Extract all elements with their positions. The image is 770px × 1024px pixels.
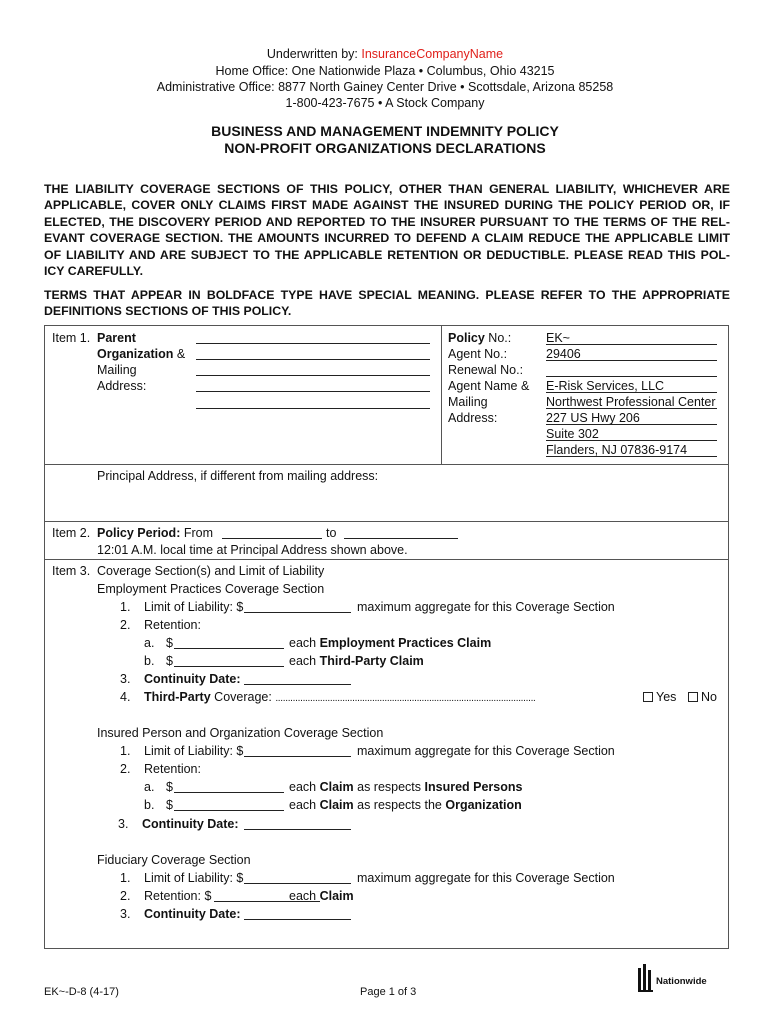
- fid-max-aggregate: maximum aggregate for this Coverage Section: [357, 871, 615, 885]
- parent-org-line-1[interactable]: [196, 343, 430, 344]
- renewal-no-label: Renewal No.:: [448, 363, 524, 377]
- underwritten-line: Underwritten by: InsuranceCompanyName: [266, 47, 504, 61]
- local-time-note: 12:01 A.M. local time at Principal Address shown above.: [97, 543, 408, 557]
- agent-address-line-1: Northwest Professional Center: [546, 395, 716, 409]
- agent-address-line-3: Suite 302: [546, 427, 599, 441]
- principal-address-label: Principal Address, if different from mailing address:: [97, 469, 379, 483]
- renewal-no-line[interactable]: [546, 376, 717, 377]
- ep-retention-ep-field[interactable]: [174, 648, 284, 649]
- item3-label: Item 3.: [52, 564, 91, 578]
- ep-tp-coverage-label: Third-Party Coverage: .........................................................................................................: [144, 690, 536, 704]
- ep-num-2: 2.: [120, 618, 131, 632]
- ip-num-1: 1.: [120, 744, 131, 758]
- ep-tp-no-option[interactable]: No: [688, 689, 717, 705]
- table-top-border: [44, 325, 729, 326]
- policy-no-label: Policy No.:: [448, 331, 512, 345]
- checkbox-icon[interactable]: [688, 692, 698, 702]
- parent-label: Parent: [97, 331, 136, 345]
- ep-dollar-a: $: [166, 636, 173, 650]
- claims-made-notice: THE LIABILITY COVERAGE SECTIONS OF THIS POLICY, OTHER THAN GENERAL LIABILITY, WHICHEVER ARE APPLICABLE, COVER ONLY CLAIMS FIRST MADE AGAINST THE INSURED DURING THE POLICY PERIOD OR, IF ELECTED, THE DISCOVERY PERIOD AND REPORTED TO THE INSURER PURSUANT TO THE TERMS OF THE REL-EVANT COVERAGE SECTION. THE AMOUNTS INCURRED TO DEFEND A CLAIM REDUCE THE APPLICABLE LIMIT OF LIABILITY AND ARE SUBJECT TO THE APPLICABLE RETENTION OR DEDUCTIBLE. PLEASE READ THIS POL-ICY CAREFULLY.: [44, 182, 730, 279]
- fid-continuity-label: Continuity Date:: [144, 907, 241, 921]
- fid-retention-label: Retention: $: [144, 889, 212, 903]
- ep-limit-field[interactable]: [244, 612, 351, 613]
- ip-retention-persons-label: each Claim as respects Insured Persons: [289, 780, 523, 794]
- policy-period-to-field[interactable]: [344, 538, 458, 539]
- fid-num-2: 2.: [120, 889, 131, 903]
- ep-max-aggregate: maximum aggregate for this Coverage Section: [357, 600, 615, 614]
- mailing-label: Mailing: [97, 363, 137, 377]
- ep-retention-tp-label: each Third-Party Claim: [289, 654, 424, 668]
- agent-name-line[interactable]: [546, 392, 717, 393]
- agent-address-line-4: Flanders, NJ 07836-9174: [546, 443, 688, 457]
- agent-name-label: Agent Name &: [448, 379, 530, 393]
- fid-limit-field[interactable]: [244, 883, 351, 884]
- address-label: Address:: [97, 379, 147, 393]
- ep-dollar-b: $: [166, 654, 173, 668]
- home-office: Home Office: One Nationwide Plaza • Columbus, Ohio 43215: [215, 64, 555, 78]
- agent-no-line[interactable]: [546, 360, 717, 361]
- ep-limit-label: Limit of Liability: $: [144, 600, 244, 614]
- policy-period-from-field[interactable]: [222, 538, 322, 539]
- ip-num-3: 3.: [118, 817, 129, 831]
- ep-retention-tp-field[interactable]: [174, 666, 284, 667]
- declarations-title: NON-PROFIT ORGANIZATIONS DECLARATIONS: [224, 140, 546, 156]
- table-right-border: [728, 325, 729, 948]
- page-number: Page 1 of 3: [360, 986, 417, 998]
- agent-no-value: 29406: [546, 347, 581, 361]
- agent-address-line-2: 227 US Hwy 206: [546, 411, 640, 425]
- ip-dollar-b: $: [166, 798, 173, 812]
- ep-sub-b: b.: [144, 654, 155, 668]
- ep-num-4: 4.: [120, 690, 131, 704]
- ip-section-title: Insured Person and Organization Coverage Section: [97, 726, 384, 740]
- agent-no-label: Agent No.:: [448, 347, 508, 361]
- ep-retention-ep-label: each Employment Practices Claim: [289, 636, 492, 650]
- agent-address-label: Address:: [448, 411, 498, 425]
- ip-sub-a: a.: [144, 780, 155, 794]
- policy-no-value: EK~: [546, 331, 570, 345]
- policy-period-label: Policy Period: From: [97, 526, 213, 540]
- ep-section-title: Employment Practices Coverage Section: [97, 582, 325, 596]
- agent-addr2-line[interactable]: [546, 424, 717, 425]
- company-name: InsuranceCompanyName: [361, 47, 504, 61]
- policy-period-to-label: to: [326, 526, 337, 540]
- agent-addr1-line[interactable]: [546, 408, 717, 409]
- item1-label: Item 1.: [52, 331, 91, 345]
- fid-section-title: Fiduciary Coverage Section: [97, 853, 251, 867]
- ep-tp-yes-option[interactable]: Yes: [643, 689, 676, 705]
- ep-retention-label: Retention:: [144, 618, 201, 632]
- fid-limit-label: Limit of Liability: $: [144, 871, 244, 885]
- table-bottom-border: [44, 948, 729, 949]
- nationwide-logo: [636, 962, 726, 994]
- agent-mailing-label: Mailing: [448, 395, 488, 409]
- fid-num-3: 3.: [120, 907, 131, 921]
- agent-name-value: E-Risk Services, LLC: [546, 379, 665, 393]
- fid-num-1: 1.: [120, 871, 131, 885]
- ip-continuity-label: Continuity Date:: [142, 817, 239, 831]
- principal-bottom-border: [44, 521, 729, 522]
- agent-addr4-line[interactable]: [546, 456, 717, 457]
- ep-continuity-field[interactable]: [244, 684, 351, 685]
- coverage-heading: Coverage Section(s) and Limit of Liability: [97, 564, 325, 578]
- ip-retention-org-field[interactable]: [174, 810, 284, 811]
- ep-num-1: 1.: [120, 600, 131, 614]
- ep-sub-a: a.: [144, 636, 155, 650]
- agent-addr3-line[interactable]: [546, 440, 717, 441]
- admin-office: Administrative Office: 8877 North Gainey Center Drive • Scottsdale, Arizona 85258: [156, 80, 614, 94]
- ip-max-aggregate: maximum aggregate for this Coverage Section: [357, 744, 615, 758]
- ip-sub-b: b.: [144, 798, 155, 812]
- ip-retention-persons-field[interactable]: [174, 792, 284, 793]
- boldface-notice: TERMS THAT APPEAR IN BOLDFACE TYPE HAVE SPECIAL MEANING. PLEASE REFER TO THE APPROPRIATE DEFINITIONS SECTIONS OF THIS POLICY.: [44, 288, 730, 319]
- ip-num-2: 2.: [120, 762, 131, 776]
- parent-org-line-5[interactable]: [196, 408, 430, 409]
- logo-wordmark: Nationwide: [656, 976, 707, 987]
- ep-num-3: 3.: [120, 672, 131, 686]
- fid-continuity-field[interactable]: [244, 919, 351, 920]
- parent-org-line-3[interactable]: [196, 375, 430, 376]
- fid-retention-each: each Claim: [289, 889, 354, 903]
- ip-retention-org-label: each Claim as respects the Organization: [289, 798, 522, 812]
- item1-divider: [441, 325, 442, 464]
- parent-org-line-4[interactable]: [196, 391, 430, 392]
- ip-continuity-field[interactable]: [244, 829, 351, 830]
- parent-org-line-2[interactable]: [196, 359, 430, 360]
- phone-line: 1-800-423-7675 • A Stock Company: [285, 96, 485, 110]
- ep-continuity-label: Continuity Date:: [144, 672, 241, 686]
- item2-label: Item 2.: [52, 526, 91, 540]
- item2-bottom-border: [44, 559, 729, 560]
- checkbox-icon[interactable]: [643, 692, 653, 702]
- table-left-border: [44, 325, 45, 948]
- ip-dollar-a: $: [166, 780, 173, 794]
- ip-retention-label: Retention:: [144, 762, 201, 776]
- ip-limit-label: Limit of Liability: $: [144, 744, 244, 758]
- nationwide-logo-icon: [636, 962, 726, 994]
- policy-no-line[interactable]: [546, 344, 717, 345]
- organization-label: Organization &: [97, 347, 186, 361]
- ip-limit-field[interactable]: [244, 756, 351, 757]
- policy-title: BUSINESS AND MANAGEMENT INDEMNITY POLICY: [211, 123, 559, 139]
- form-number: EK~-D-8 (4-17): [44, 986, 119, 998]
- item1-bottom-border: [44, 464, 729, 465]
